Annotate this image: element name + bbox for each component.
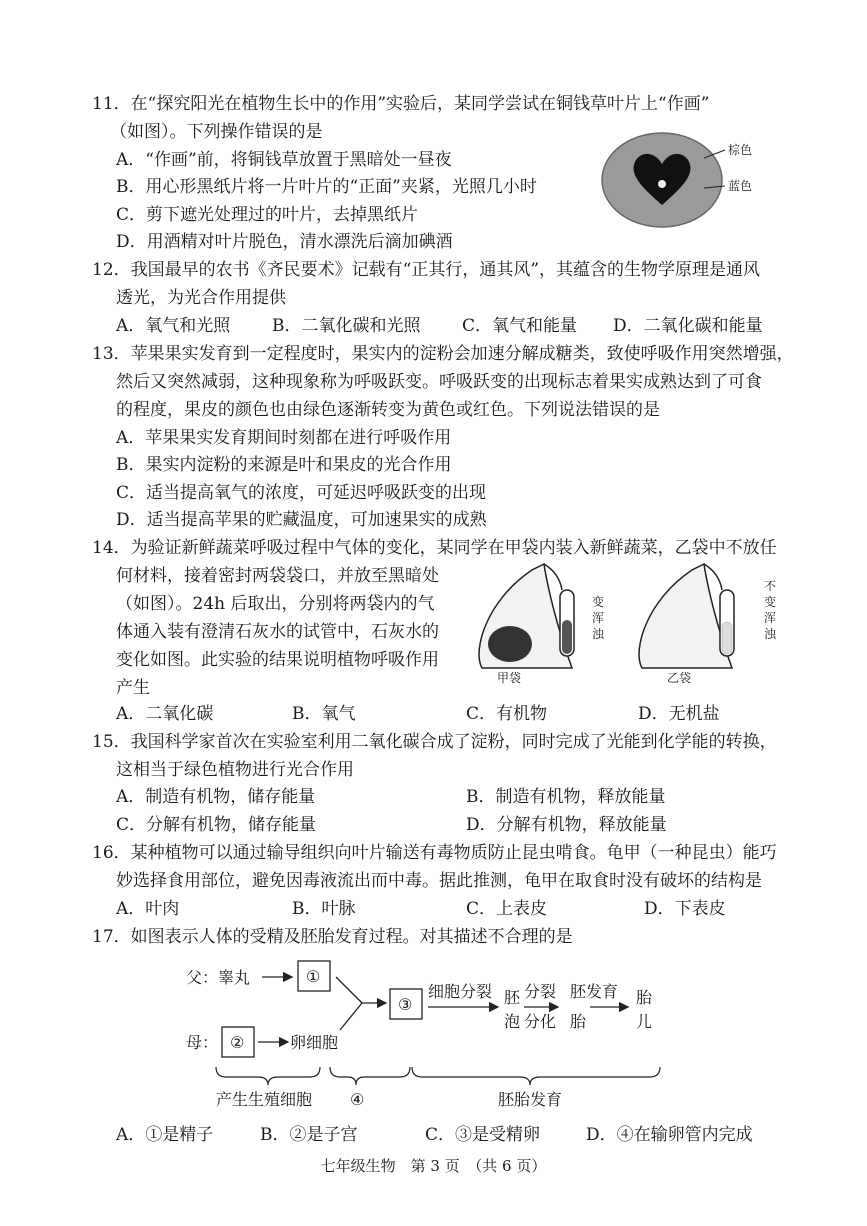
q14-stem-line4: 体通入装有澄清石灰水的试管中，石灰水的 <box>116 622 439 642</box>
q16-stem-line2: 妙选择食用部位，避免因毒液流出而中毒。据此推测，龟甲在取食时没有破坏的结构是 <box>116 871 762 891</box>
box-2-label: ② <box>230 1033 245 1052</box>
label-fetus-top: 胎 <box>570 1012 587 1031</box>
label-notturbid-4: 浊 <box>764 627 777 641</box>
q12-option-c: C．氧气和能量 <box>462 316 578 336</box>
q13-stem-line2: 然后又突然减弱，这种现象称为呼吸跃变。呼吸跃变的出现标志着果实成熟达到了可食 <box>116 372 762 392</box>
q14-stem-line2: 何材料，接着密封两袋袋口，并放至黑暗处 <box>116 566 439 586</box>
q15-stem-line2: 这相当于绿色植物进行光合作用 <box>116 760 354 780</box>
label-embryo-dev: 胚胎发育 <box>498 1090 563 1109</box>
box-3-label: ③ <box>398 995 413 1014</box>
q15-option-a: A．制造有机物，储存能量 <box>116 787 316 807</box>
q17-option-a: A．①是精子 <box>116 1125 214 1145</box>
label-turbid-3: 浊 <box>592 627 605 641</box>
vegetable-icon <box>488 626 532 662</box>
q17-option-d: D．④在输卵管内完成 <box>586 1125 753 1145</box>
q13-option-b: B．果实内淀粉的来源是叶和果皮的光合作用 <box>116 455 452 475</box>
q16-stem-line1: 16．某种植物可以通过输导组织向叶片输送有毒物质防止昆虫啃食。龟甲（一种昆虫）能巧 <box>92 843 777 863</box>
limewater-yi <box>722 622 732 654</box>
label-child-2: 儿 <box>636 1012 653 1031</box>
q16-option-d: D．下表皮 <box>644 899 726 919</box>
q17-option-c: C．③是受精卵 <box>425 1125 541 1145</box>
label-yi: 乙袋 <box>667 671 692 685</box>
q14-option-a: A．二氧化碳 <box>116 704 214 724</box>
q16-option-c: C．上表皮 <box>466 899 548 919</box>
merge-line-bottom <box>340 1003 362 1030</box>
label-child-1: 胎 <box>636 988 653 1007</box>
brace-4 <box>330 1067 410 1085</box>
q13-option-c: C．适当提高氧气的浓度，可延迟呼吸跃变的出现 <box>116 483 487 503</box>
q17-option-b: B．②是子宫 <box>260 1125 358 1145</box>
q15-option-b: B．制造有机物，释放能量 <box>466 787 666 807</box>
fertilization-diagram <box>180 955 670 1115</box>
q11-option-b: B．用心形黑纸片将一片叶片的“正面”夹紧，光照几小时 <box>116 177 537 197</box>
brace-embryo <box>412 1067 660 1085</box>
label-fetal-dev: 胚发育 <box>570 982 619 1001</box>
label-turbid-1: 变 <box>592 595 605 609</box>
label-mother: 母： <box>186 1033 219 1052</box>
bags-figure <box>462 560 792 690</box>
q14-stem-line1: 14．为验证新鲜蔬菜呼吸过程中气体的变化，某同学在甲袋内装入新鲜蔬菜，乙袋中不放任 <box>92 538 777 558</box>
q13-stem-line1: 13．苹果果实发育到一定程度时，果实内的淀粉会加速分解成糖类，致使呼吸作用突然增强， <box>92 344 794 364</box>
leaf-figure <box>600 128 770 238</box>
q11-option-c: C．剪下遮光处理过的叶片，去掉黑纸片 <box>116 205 419 225</box>
q14-stem-line5: 变化如图。此实验的结果说明植物呼吸作用 <box>116 650 439 670</box>
q12-stem-line1: 12．我国最早的农书《齐民要术》记载有“正其行，通其风”，其蕴含的生物学原理是通风 <box>92 260 761 280</box>
q12-option-d: D．二氧化碳和能量 <box>613 316 763 336</box>
label-notturbid-2: 变 <box>764 595 777 609</box>
label-embryo-2: 泡 <box>504 1012 521 1031</box>
q13-option-a: A．苹果果实发育期间时刻都在进行呼吸作用 <box>116 428 452 448</box>
q13-option-d: D．适当提高苹果的贮藏温度，可加速果实的成熟 <box>116 510 487 530</box>
page-footer: 七年级生物 第 3 页 （共 6 页） <box>320 1157 547 1175</box>
label-gamete: 产生生殖细胞 <box>216 1090 313 1109</box>
q12-stem-line2: 透光，为光合作用提供 <box>116 288 286 308</box>
q11-stem-line1: 11．在“探究阳光在植物生长中的作用”实验后，某同学尝试在铜钱草叶片上“作画” <box>92 94 710 114</box>
label-jia: 甲袋 <box>497 671 522 685</box>
label-egg: 卵细胞 <box>290 1033 339 1052</box>
q16-option-b: B．叶脉 <box>292 899 356 919</box>
label-notturbid-3: 浑 <box>764 611 777 625</box>
label-turbid-2: 浑 <box>592 611 605 625</box>
label-embryo-1: 胚 <box>504 988 521 1007</box>
q13-stem-line3: 的程度，果皮的颜色也由绿色逐渐转变为黄色或红色。下列说法错误的是 <box>116 400 660 420</box>
q11-option-a: A．“作画”前，将铜钱草放置于黑暗处一昼夜 <box>116 150 452 170</box>
q12-option-a: A．氧气和光照 <box>116 316 231 336</box>
merge-line-top <box>336 977 362 1003</box>
label-split: 分裂 <box>524 982 557 1001</box>
q16-option-a: A．叶肉 <box>116 899 180 919</box>
q15-stem-line1: 15．我国科学家首次在实验室利用二氧化碳合成了淀粉，同时完成了光能到化学能的转换， <box>92 732 777 752</box>
q14-option-c: C．有机物 <box>466 704 548 724</box>
q11-stem-line2: （如图）。下列操作错误的是 <box>110 122 323 142</box>
q14-stem-line6: 产生 <box>116 678 150 698</box>
label-brown: 棕色 <box>728 143 753 157</box>
label-notturbid-1: 不 <box>764 579 777 593</box>
q14-stem-line3: （如图）。24h 后取出，分别将两袋内的气 <box>116 594 435 614</box>
q11-option-d: D．用酒精对叶片脱色，清水漂洗后滴加碘酒 <box>116 232 453 252</box>
q14-option-d: D．无机盐 <box>638 704 720 724</box>
limewater-jia <box>562 620 572 654</box>
label-4: ④ <box>350 1090 365 1109</box>
label-blue: 蓝色 <box>728 179 753 193</box>
q12-option-b: B．二氧化碳和光照 <box>272 316 421 336</box>
petiole-dot <box>658 180 666 188</box>
box-1-label: ① <box>306 967 321 986</box>
q15-option-c: C．分解有机物，储存能量 <box>116 815 317 835</box>
label-differentiation: 分化 <box>524 1012 557 1031</box>
label-father: 父：睾丸 <box>186 968 251 987</box>
q14-option-b: B．氧气 <box>292 704 356 724</box>
q15-option-d: D．分解有机物，释放能量 <box>466 815 667 835</box>
q17-stem: 17．如图表示人体的受精及胚胎发育过程。对其描述不合理的是 <box>92 927 573 947</box>
brace-gamete <box>216 1067 320 1085</box>
label-cell-division: 细胞分裂 <box>428 982 493 1001</box>
